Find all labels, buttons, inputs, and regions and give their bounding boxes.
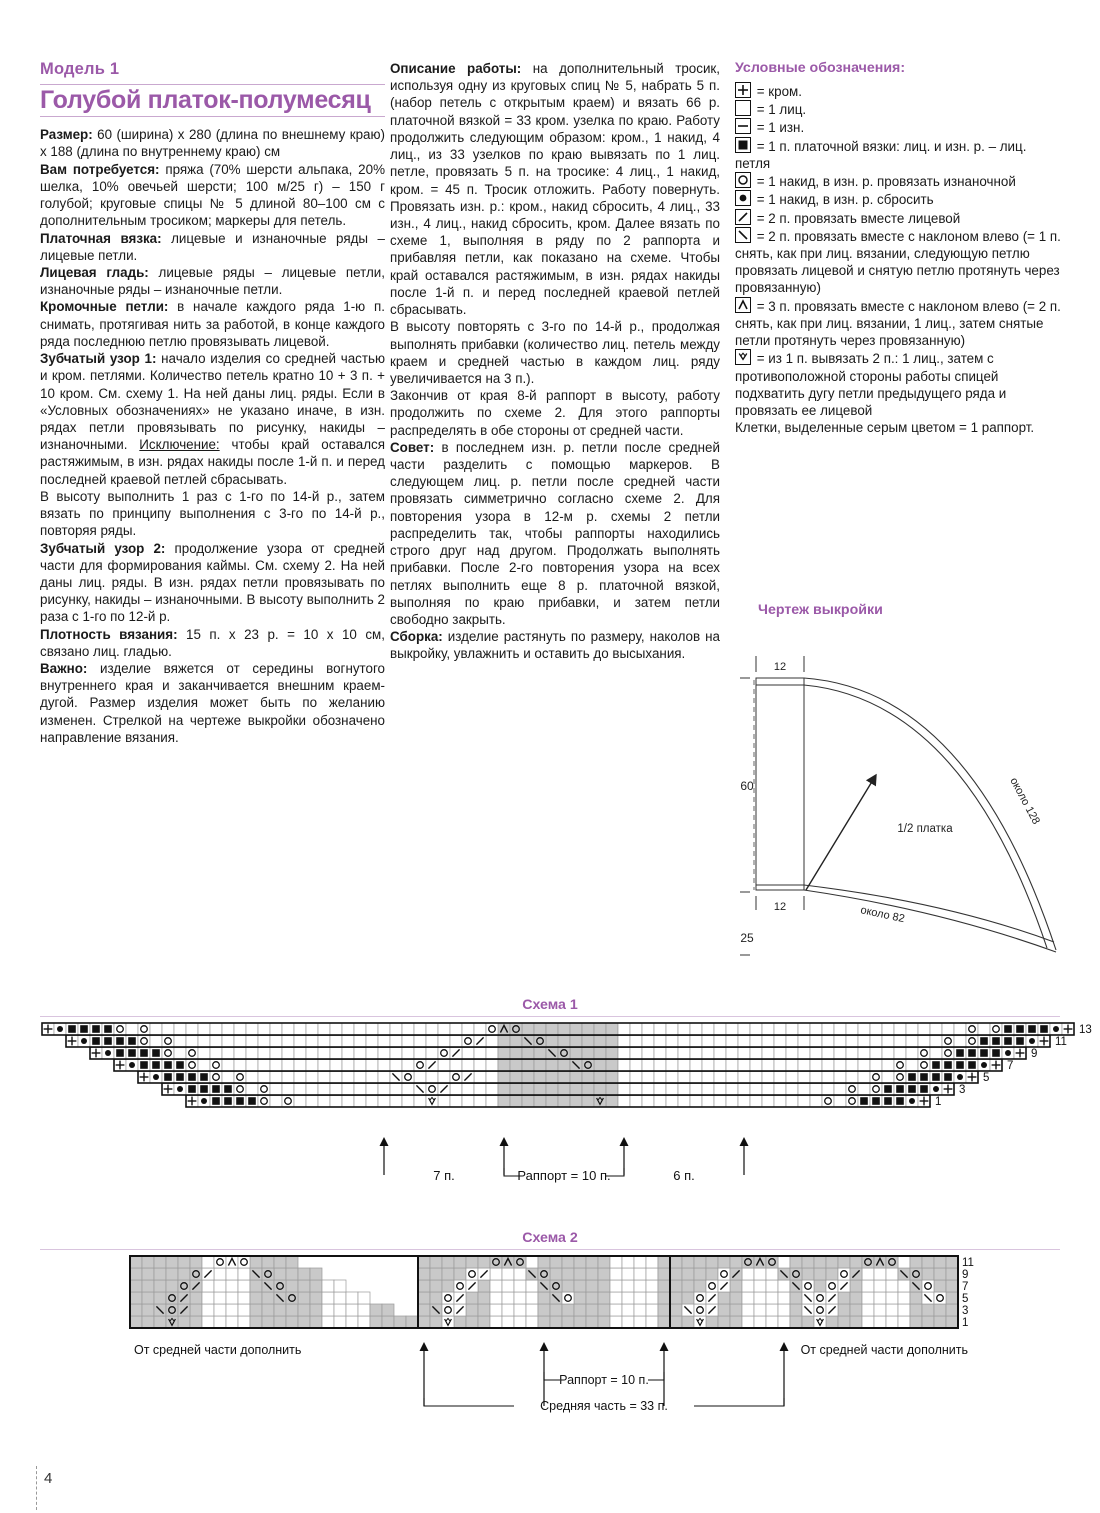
- legend-item: [735, 190, 1065, 208]
- drawing-label-height: 60: [740, 779, 754, 793]
- filled-square-icon: [735, 137, 751, 153]
- legend-item: [735, 118, 1065, 136]
- text-column-1: [40, 60, 385, 746]
- chart2-row-number: 7: [962, 1280, 969, 1293]
- chart2-row-number: 5: [962, 1292, 969, 1305]
- drawing-label-center: 1/2 платка: [897, 823, 953, 835]
- legend-heading: Условные обозначения:: [735, 60, 906, 76]
- chart1-rule: [40, 1016, 1060, 1017]
- legend-item-text: = 1 изн.: [753, 120, 805, 136]
- legend-item-text: = 1 накид, в изн. р. сбросить: [753, 192, 934, 208]
- chart2-row-number: 1: [962, 1316, 969, 1329]
- chart1-row-number: 7: [1007, 1059, 1014, 1072]
- drawing-label-bottom-width: 12: [773, 901, 787, 913]
- chart1-labels: [0, 1135, 1100, 1215]
- empty-icon: [735, 100, 751, 116]
- paragraph: Плотность вязания: 15 п. x 23 р. = 10 x 10 см, связано лиц. гладью.: [40, 626, 385, 659]
- legend-item-text: = 1 накид, в изн. р. провязать изнаночной: [753, 174, 1016, 190]
- model-label: Модель 1: [40, 60, 120, 78]
- paragraph: Кромочные петли: в начале каждого ряда 1-ю п. снимать, протягивая нить за работой, в конце каждого ряда последнюю петлю провязывать лицевой.: [40, 299, 385, 349]
- legend-item: [735, 209, 1065, 227]
- title-rule-bottom: [40, 116, 385, 117]
- paragraph-label: Плотность вязания:: [40, 626, 178, 642]
- paragraph: Зубчатый узор 2: продолжение узора от средней части для формирования каймы. См. схему 2. На ней даны лиц. ряды. В изн. рядах петли провязывать по рисунку, накиды – изнаночными. В высоту выполнить 2 раза с 1-го по 12-й р.: [40, 540, 385, 625]
- chart1-row-number: 3: [959, 1083, 966, 1096]
- legend-list: [735, 82, 1065, 419]
- chart2-row-number: 3: [962, 1304, 969, 1317]
- chart1-row-number: 11: [1055, 1035, 1067, 1048]
- chart2-repeat-label: Раппорт = 10 п.: [559, 1373, 649, 1387]
- chart2-title: Схема 2: [522, 1230, 578, 1246]
- chart2-left-note: От средней части дополнить: [134, 1343, 302, 1357]
- slash-left-icon: [735, 227, 751, 243]
- legend-column: [735, 60, 1065, 436]
- legend-item-text: = 2 п. провязать вместе лицевой: [753, 210, 961, 226]
- slash-right-icon: [735, 209, 751, 225]
- chart2-right-note: От средней части дополнить: [800, 1343, 968, 1357]
- paragraph-label: Важно:: [40, 661, 88, 677]
- legend-item: [735, 100, 1065, 118]
- legend-item: [735, 82, 1065, 100]
- page-margin-bar: [36, 1466, 37, 1510]
- chart1-row-number: 13: [1079, 1023, 1092, 1036]
- legend-item-text: = 2 п. провязать вместе с наклоном влево (= 1 п. снять, как при лиц. вязании, следующую петлю провязать лицевой и снятую петлю протянуть через провязанную): [735, 228, 1061, 296]
- paragraph-label: Зубчатый узор 1:: [40, 351, 157, 367]
- text-column-2: [390, 60, 720, 663]
- paragraph: Закончив от края 8-й раппорт в высоту, работу продолжить по схеме 2. Для этого раппорты распределять в обе стороны от средней части.: [390, 388, 720, 438]
- paragraph: В высоту повторять с 3-го по 14-й р., продолжая выполнять прибавки (количество лиц. петель между краем и средней частью в каждом лиц. ряду увеличивается на 3 п.).: [390, 319, 720, 386]
- chart1-row-number: 1: [935, 1095, 942, 1108]
- paragraph-label: Размер:: [40, 127, 93, 143]
- title-rule-top: [40, 84, 385, 85]
- chart1-left-stitches: 7 п.: [433, 1168, 455, 1183]
- paragraph-label: Кромочные петли:: [40, 299, 169, 315]
- chart2-grid: [128, 1252, 986, 1334]
- chart2-row-number: 9: [962, 1268, 969, 1281]
- paragraph: Размер: 60 (ширина) x 280 (длина по внешнему краю) x 188 (длина по внутреннему краю) см: [40, 127, 385, 160]
- plus-icon: [735, 82, 751, 98]
- legend-item: [735, 172, 1065, 190]
- paragraph-label: Платочная вязка:: [40, 230, 162, 246]
- chart2-labels: [0, 1340, 1100, 1460]
- paragraph-label: Описание работы:: [390, 61, 522, 76]
- drawing-label-inner-arc: около 82: [859, 904, 906, 926]
- drawing-label-top-width: 12: [773, 661, 787, 673]
- drawing-label-outer-arc: около 128: [1007, 775, 1042, 827]
- paragraph: Важно: изделие вяжется от середины вогнутого внутреннего края и заканчивается внешним краем-дугой. Размер изделия может быть по желанию изменен. Стрелкой на чертеже выкройки обозначено направление вязания.: [40, 661, 385, 745]
- paragraph: Совет: в последнем изн. р. петли после средней части разделить с помощью маркеров. В следующем лиц. р. петли после средней части провязать симметрично согласно схеме 2. Для повторения узора в 12-м р. схемы 2 петли распределить так, чтобы раппорты находились строго друг над другом. Продолжать выполнять прибавки. После 2-го повторения узора на всех петлях выполнить еще 8 р. платочной вязкой, выполняя по краю прибавки, и затем петли свободно закрыть.: [390, 439, 720, 627]
- pattern-drawing: [720, 620, 1090, 960]
- chart1: [40, 1019, 1100, 1118]
- legend-item-text: = кром.: [753, 84, 802, 99]
- chart2-rule: [40, 1249, 1060, 1250]
- page-title: Голубой платок-полумесяц: [40, 86, 371, 114]
- chart1-repeat-label: Раппорт = 10 п.: [517, 1168, 611, 1183]
- paragraph-label: Сборка:: [390, 629, 443, 645]
- legend-item-text: = 3 п. провязать вместе с наклоном влево (= 2 п. снять, как при лиц. вязании, 1 лиц., затем снятые петли протянуть через провязанную): [735, 298, 1061, 349]
- paragraph: Сборка: изделие растянуть по размеру, наколов на выкройку, увлажнить и оставить до высыхания.: [390, 629, 720, 662]
- drawing-title: Чертеж выкройки: [758, 602, 883, 618]
- legend-item-text: = из 1 п. вывязать 2 п.: 1 лиц., затем с противоположной стороны работы спицей подхватить дугу петли предыдущего ряда и провязать ее лицевой: [735, 351, 1007, 418]
- paragraph-emphasis: Исключение:: [139, 437, 220, 453]
- dash-icon: [735, 118, 751, 134]
- chart1-grid: [40, 1019, 1100, 1113]
- chart1-row-number: 9: [1031, 1047, 1038, 1060]
- paragraph: Описание работы: на дополнительный тросик, используя одну из круговых спиц № 5, набрать 5 п. (набор петель с открытым краем) и вязать 66 р. платочной вязкой = 33 кром. узелка по краю. Работу продолжить следующим образом: кром., 1 накид, 4 лиц., из 33 узелков по краю вывязать по 1 лиц. петле, провязать 5 п. на тросике: 4 лиц., 1 накид, кром. = 45 п. Тросик отложить. Работу повернуть. Провязать изн. р.: кром., накид сбросить, 4 лиц., 33 изн., 4 лиц., накид сбросить, кром. Далее вязать по схеме 1, выполняя в ряду по 2 раппорта и прибавляя петли, как показано на схеме. Чтобы край оставался растяжимым, в изн. рядах накиды после 1-й п. и перед последней краевой петлей сбрасывать.: [390, 61, 720, 318]
- paragraph-label: Совет:: [390, 439, 435, 455]
- paragraph-label: Лицевая гладь:: [40, 265, 149, 280]
- legend-item: [735, 137, 1065, 172]
- chart2-center-label: Средняя часть = 33 п.: [540, 1399, 668, 1413]
- chart1-title: Схема 1: [522, 997, 578, 1013]
- legend-item: [735, 297, 1065, 350]
- legend-item: [735, 349, 1065, 419]
- page-number: 4: [44, 1470, 53, 1487]
- paragraph: Вам потребуется: пряжа (70% шерсти альпака, 20% шелка, 10% овечьей шерсти; 100 м/25 г) – 150 г голубой; круговые спицы № 5 длиной 80–100 см с дополнительным тросиком; маркеры для петель.: [40, 161, 385, 229]
- paragraph: Платочная вязка: лицевые и изнаночные ряды – лицевые петли.: [40, 230, 385, 263]
- paragraph-label: Вам потребуется:: [40, 161, 160, 177]
- paragraph: Зубчатый узор 1: начало изделия со средней частью и кром. петлями. Количество петель кратно 10 + 3 п. + 10 кром. См. схему 1. На ней даны лиц. ряды. Если в «Условных обозначениях» не указано иначе, в изн. рядах петли провязывать по рисунку, накиды – изнаночными. Исключение: чтобы край оставался растяжимым, в изн. рядах накиды после 1-й п. и перед последней краевой петлей сбрасывать.: [40, 351, 385, 487]
- paragraph: В высоту выполнить 1 раз с 1-го по 14-й р., затем вязать по принципу выполнения с 3-го по 14-й р., повторяя ряды.: [40, 488, 385, 539]
- chart1-row-number: 5: [983, 1071, 990, 1084]
- drawing-label-lower-height: 25: [740, 931, 754, 945]
- column1-body: [40, 126, 385, 746]
- paragraph-label: Зубчатый узор 2:: [40, 540, 166, 556]
- column2-body: [390, 60, 720, 663]
- chart1-right-stitches: 6 п.: [673, 1168, 695, 1183]
- triangle-up-icon: [735, 297, 751, 313]
- chart2-row-number: 11: [962, 1256, 974, 1269]
- paragraph: Лицевая гладь: лицевые ряды – лицевые петли, изнаночные ряды – изнаночные петли.: [40, 265, 386, 298]
- circle-filled-icon: [735, 190, 751, 206]
- make-two-icon: [735, 349, 751, 365]
- circle-open-icon: [735, 172, 751, 188]
- chart2: [128, 1252, 986, 1339]
- legend-item-text: = 1 п. платочной вязки: лиц. и изн. р. – лиц. петля: [735, 138, 1027, 171]
- legend-item-text: = 1 лиц.: [753, 102, 807, 118]
- legend-footnote: Клетки, выделенные серым цветом = 1 раппорт.: [735, 420, 1035, 436]
- legend-item: [735, 227, 1065, 297]
